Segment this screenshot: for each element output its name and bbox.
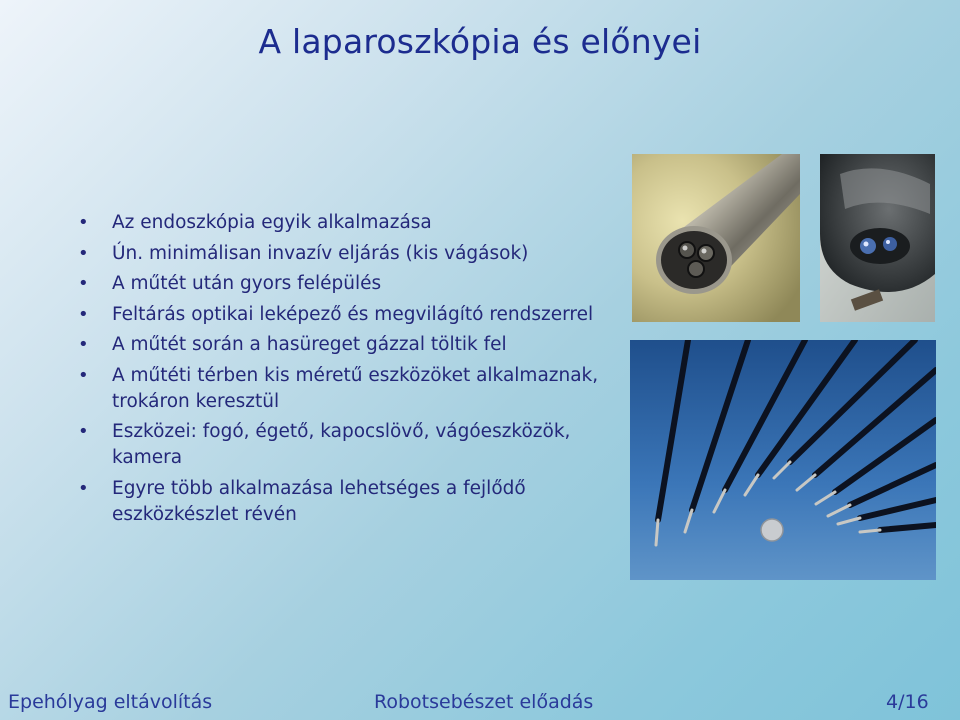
bullet-dot-icon: • xyxy=(78,364,89,386)
bullet-text: A műtét során a hasüreget gázzal töltik fel xyxy=(112,334,507,355)
bullet-text: Eszközei: fogó, égető, kapocslövő, vágóeszközök, kamera xyxy=(112,421,571,468)
endoscope-head-photo xyxy=(820,154,935,322)
laparoscopic-instruments-photo xyxy=(630,340,936,580)
bullet-item xyxy=(78,302,618,328)
bullet-item xyxy=(78,241,618,267)
bullet-dot-icon: • xyxy=(78,242,89,264)
bullet-text: Egyre több alkalmazása lehetséges a fejlődő eszközkészlet révén xyxy=(112,477,526,525)
bullet-dot-icon: • xyxy=(78,273,89,294)
bullet-dot-icon: • xyxy=(78,477,89,499)
bullet-dot-icon: • xyxy=(78,421,89,442)
bullet-item xyxy=(78,210,618,236)
bullet-text: Az endoszkópia egyik alkalmazása xyxy=(112,212,432,233)
footer-left: Epehólyag eltávolítás xyxy=(8,691,213,713)
bullet-text: Ún. minimálisan invazív eljárás (kis vágások) xyxy=(112,242,529,264)
bullet-dot-icon: • xyxy=(78,212,89,233)
page-number: 4/16 xyxy=(886,691,929,713)
bullet-item xyxy=(78,271,618,297)
footer-center: Robotsebészet előadás xyxy=(374,691,594,713)
endoscope-tip-photo xyxy=(632,154,800,322)
bullet-text: Feltárás optikai leképező és megvilágító rendszerrel xyxy=(112,303,594,325)
bullet-item xyxy=(78,419,618,471)
bullet-dot-icon: • xyxy=(78,334,89,355)
footer xyxy=(0,686,960,720)
bullet-item xyxy=(78,363,618,415)
bullet-dot-icon: • xyxy=(78,303,89,325)
slide-title: A laparoszkópia és előnyei xyxy=(258,22,702,61)
bullet-text: A műtéti térben kis méretű eszközöket alkalmaznak, trokáron keresztül xyxy=(112,364,599,412)
bullet-text: A műtét után gyors felépülés xyxy=(112,273,382,294)
bullet-list xyxy=(78,210,618,532)
bullet-item xyxy=(78,332,618,358)
bullet-item xyxy=(78,476,618,528)
